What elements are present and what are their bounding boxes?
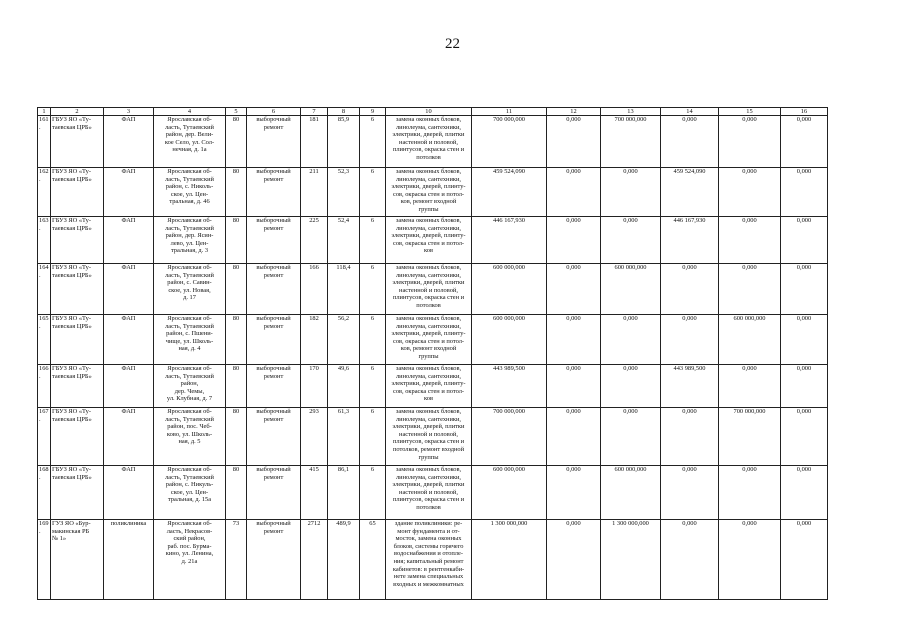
col-header: 14 — [661, 108, 719, 116]
col-8-value: 56,2 — [328, 315, 360, 365]
col-9-value: 6 — [360, 264, 386, 315]
organization: ГБУЗ ЯО «Ту- таевская ЦРБ» — [51, 116, 104, 168]
col-8-value: 489,9 — [328, 520, 360, 600]
work-description: замена оконных блоков, линолеума, сантехники, электрики, дверей, плитки настенной и половой, плинтусов, окраска стен и потолков — [386, 116, 472, 168]
organization: ГБУЗ ЯО «Ту- таевская ЦРБ» — [51, 168, 104, 217]
col-15-amount: 0,000 — [719, 217, 781, 264]
col-9-value: 6 — [360, 365, 386, 408]
col-header: 1 — [38, 108, 51, 116]
col-15-amount: 0,000 — [719, 168, 781, 217]
col-5-value: 80 — [226, 116, 247, 168]
col-7-value: 293 — [301, 408, 328, 466]
col-header: 8 — [328, 108, 360, 116]
col-9-value: 6 — [360, 168, 386, 217]
total-amount: 1 300 000,000 — [472, 520, 547, 600]
col-9-value: 6 — [360, 408, 386, 466]
col-9-value: 6 — [360, 217, 386, 264]
col-15-amount: 0,000 — [719, 116, 781, 168]
work-type: выборочный ремонт — [247, 408, 301, 466]
col-12-amount: 0,000 — [547, 168, 601, 217]
organization: ГБУЗ ЯО «Ту- таевская ЦРБ» — [51, 315, 104, 365]
col-12-amount: 0,000 — [547, 116, 601, 168]
col-15-amount: 0,000 — [719, 365, 781, 408]
row-number: 162. — [38, 168, 51, 217]
facility-type: ФАП — [104, 466, 154, 520]
col-16-amount: 0,000 — [781, 168, 828, 217]
work-type: выборочный ремонт — [247, 116, 301, 168]
work-type: выборочный ремонт — [247, 315, 301, 365]
col-9-value: 65 — [360, 520, 386, 600]
col-5-value: 80 — [226, 315, 247, 365]
col-header: 4 — [154, 108, 226, 116]
col-7-value: 181 — [301, 116, 328, 168]
table-row — [38, 365, 828, 408]
col-16-amount: 0,000 — [781, 408, 828, 466]
row-number: 164. — [38, 264, 51, 315]
col-14-amount: 0,000 — [661, 408, 719, 466]
work-type: выборочный ремонт — [247, 365, 301, 408]
col-9-value: 6 — [360, 116, 386, 168]
table-row — [38, 315, 828, 365]
col-15-amount: 0,000 — [719, 520, 781, 600]
total-amount: 700 000,000 — [472, 116, 547, 168]
col-8-value: 86,1 — [328, 466, 360, 520]
address: Ярославская об- ласть, Тутаевский район, пос. Чеб- ково, ул. Школь- ная, д. 5 — [154, 408, 226, 466]
row-number: 169. — [38, 520, 51, 600]
col-16-amount: 0,000 — [781, 315, 828, 365]
facility-type: ФАП — [104, 365, 154, 408]
row-number: 166. — [38, 365, 51, 408]
facility-type: ФАП — [104, 315, 154, 365]
col-13-amount: 0,000 — [601, 365, 661, 408]
row-number: 167. — [38, 408, 51, 466]
col-header: 3 — [104, 108, 154, 116]
page-number: 22 — [445, 36, 460, 52]
col-5-value: 80 — [226, 466, 247, 520]
col-13-amount: 0,000 — [601, 315, 661, 365]
col-14-amount: 0,000 — [661, 466, 719, 520]
col-12-amount: 0,000 — [547, 520, 601, 600]
table-row — [38, 408, 828, 466]
facility-type: ФАП — [104, 116, 154, 168]
col-5-value: 80 — [226, 217, 247, 264]
col-16-amount: 0,000 — [781, 365, 828, 408]
col-header: 2 — [51, 108, 104, 116]
work-type: выборочный ремонт — [247, 217, 301, 264]
col-header: 10 — [386, 108, 472, 116]
address: Ярославская об- ласть, Тутаевский район, дер. Чемы, ул. Клубная, д. 7 — [154, 365, 226, 408]
col-15-amount: 600 000,000 — [719, 315, 781, 365]
col-14-amount: 0,000 — [661, 116, 719, 168]
col-header: 5 — [226, 108, 247, 116]
address: Ярославская об- ласть, Тутаевский район, дер. Ясин- лево, ул. Цен- тральная, д. 3 — [154, 217, 226, 264]
total-amount: 700 000,000 — [472, 408, 547, 466]
col-header: 13 — [601, 108, 661, 116]
total-amount: 459 524,090 — [472, 168, 547, 217]
work-description: здание поликлиники: ре- монт фундамента и от- мосток, замена оконных блоков, системы горячего водоснабжения и отопле- ния; капитальный ремонт кабинетов: в рентгенкаби- нете замена специальных входных и межкомнатных — [386, 520, 472, 600]
col-8-value: 52,3 — [328, 168, 360, 217]
col-16-amount: 0,000 — [781, 520, 828, 600]
col-13-amount: 600 000,000 — [601, 466, 661, 520]
col-13-amount: 0,000 — [601, 217, 661, 264]
row-number: 165. — [38, 315, 51, 365]
col-13-amount: 0,000 — [601, 168, 661, 217]
col-13-amount: 1 300 000,000 — [601, 520, 661, 600]
col-12-amount: 0,000 — [547, 264, 601, 315]
col-15-amount: 700 000,000 — [719, 408, 781, 466]
col-header: 7 — [301, 108, 328, 116]
facility-type: поликлиника — [104, 520, 154, 600]
col-header: 12 — [547, 108, 601, 116]
address: Ярославская об- ласть, Тутаевский район, с. Савин- ское, ул. Новая, д. 17 — [154, 264, 226, 315]
col-12-amount: 0,000 — [547, 217, 601, 264]
col-7-value: 2712 — [301, 520, 328, 600]
col-14-amount: 0,000 — [661, 315, 719, 365]
col-8-value: 52,4 — [328, 217, 360, 264]
facility-type: ФАП — [104, 408, 154, 466]
facility-type: ФАП — [104, 264, 154, 315]
col-7-value: 415 — [301, 466, 328, 520]
col-13-amount: 0,000 — [601, 408, 661, 466]
address: Ярославская об- ласть, Тутаевский район, с. Пшени- чище, ул. Школь- ная, д. 4 — [154, 315, 226, 365]
table-row — [38, 520, 828, 600]
col-13-amount: 600 000,000 — [601, 264, 661, 315]
col-7-value: 182 — [301, 315, 328, 365]
table-row — [38, 168, 828, 217]
address: Ярославская об- ласть, Некрасов- ский район, раб. пос. Бурма- кино, ул. Ленина, д. 21а — [154, 520, 226, 600]
total-amount: 600 000,000 — [472, 466, 547, 520]
col-14-amount: 459 524,090 — [661, 168, 719, 217]
organization: ГУЗ ЯО «Бур- макинская РБ № 1» — [51, 520, 104, 600]
col-8-value: 85,9 — [328, 116, 360, 168]
col-5-value: 73 — [226, 520, 247, 600]
col-13-amount: 700 000,000 — [601, 116, 661, 168]
col-12-amount: 0,000 — [547, 315, 601, 365]
col-8-value: 118,4 — [328, 264, 360, 315]
col-16-amount: 0,000 — [781, 116, 828, 168]
col-14-amount: 446 167,930 — [661, 217, 719, 264]
total-amount: 446 167,930 — [472, 217, 547, 264]
work-type: выборочный ремонт — [247, 264, 301, 315]
work-description: замена оконных блоков, линолеума, сантехники, электрики, дверей, плитки настенной и половой, плинтусов, окраска стен и потолков — [386, 466, 472, 520]
work-description: замена оконных блоков, линолеума, сантехники, электрики, дверей, плитки настенной и половой, плинтусов, окраска стен и потолков, ремонт входной группы — [386, 408, 472, 466]
col-7-value: 170 — [301, 365, 328, 408]
col-14-amount: 443 989,500 — [661, 365, 719, 408]
organization: ГБУЗ ЯО «Ту- таевская ЦРБ» — [51, 466, 104, 520]
col-header: 6 — [247, 108, 301, 116]
row-number: 161. — [38, 116, 51, 168]
col-12-amount: 0,000 — [547, 365, 601, 408]
organization: ГБУЗ ЯО «Ту- таевская ЦРБ» — [51, 217, 104, 264]
work-description: замена оконных блоков, линолеума, сантехники, электрики, дверей, плинту- сов, окраска стен и потол- ков, ремонт входной группы — [386, 315, 472, 365]
table-row — [38, 466, 828, 520]
col-8-value: 49,6 — [328, 365, 360, 408]
organization: ГБУЗ ЯО «Ту- таевская ЦРБ» — [51, 408, 104, 466]
col-7-value: 166 — [301, 264, 328, 315]
col-8-value: 61,3 — [328, 408, 360, 466]
col-header: 15 — [719, 108, 781, 116]
repair-table — [37, 107, 828, 600]
total-amount: 600 000,000 — [472, 264, 547, 315]
col-12-amount: 0,000 — [547, 408, 601, 466]
col-16-amount: 0,000 — [781, 264, 828, 315]
work-description: замена оконных блоков, линолеума, сантехники, электрики, дверей, плинту- сов, окраска стен и потол- ков — [386, 365, 472, 408]
row-number: 168. — [38, 466, 51, 520]
work-description: замена оконных блоков, линолеума, сантехники, электрики, дверей, плинту- сов, окраска стен и потол- ков, ремонт входной группы — [386, 168, 472, 217]
col-header: 16 — [781, 108, 828, 116]
col-14-amount: 0,000 — [661, 520, 719, 600]
address: Ярославская об- ласть, Тутаевский район, с. Никуль- ское, ул. Цен- тральная, д. 15а — [154, 466, 226, 520]
col-7-value: 211 — [301, 168, 328, 217]
table-row — [38, 217, 828, 264]
col-5-value: 80 — [226, 168, 247, 217]
column-number-row — [38, 108, 828, 116]
organization: ГБУЗ ЯО «Ту- таевская ЦРБ» — [51, 365, 104, 408]
work-description: замена оконных блоков, линолеума, сантехники, электрики, дверей, плинту- сов, окраска стен и потол- ков — [386, 217, 472, 264]
facility-type: ФАП — [104, 168, 154, 217]
col-9-value: 6 — [360, 466, 386, 520]
work-type: выборочный ремонт — [247, 520, 301, 600]
address: Ярославская об- ласть, Тутаевский район, дер. Вели- кое Село, ул. Сол- нечная, д. 1а — [154, 116, 226, 168]
facility-type: ФАП — [104, 217, 154, 264]
table-row — [38, 116, 828, 168]
col-7-value: 225 — [301, 217, 328, 264]
table-row — [38, 264, 828, 315]
col-header: 9 — [360, 108, 386, 116]
col-16-amount: 0,000 — [781, 217, 828, 264]
address: Ярославская об- ласть, Тутаевский район, с. Николь- ское, ул. Цен- тральная, д. 46 — [154, 168, 226, 217]
work-type: выборочный ремонт — [247, 466, 301, 520]
col-9-value: 6 — [360, 315, 386, 365]
organization: ГБУЗ ЯО «Ту- таевская ЦРБ» — [51, 264, 104, 315]
work-description: замена оконных блоков, линолеума, сантехники, электрики, дверей, плитки настенной и половой, плинтусов, окраска стен и потолков — [386, 264, 472, 315]
col-5-value: 80 — [226, 264, 247, 315]
total-amount: 600 000,000 — [472, 315, 547, 365]
total-amount: 443 989,500 — [472, 365, 547, 408]
col-5-value: 80 — [226, 365, 247, 408]
col-5-value: 80 — [226, 408, 247, 466]
col-15-amount: 0,000 — [719, 466, 781, 520]
row-number: 163. — [38, 217, 51, 264]
col-14-amount: 0,000 — [661, 264, 719, 315]
work-type: выборочный ремонт — [247, 168, 301, 217]
col-16-amount: 0,000 — [781, 466, 828, 520]
col-15-amount: 0,000 — [719, 264, 781, 315]
col-12-amount: 0,000 — [547, 466, 601, 520]
col-header: 11 — [472, 108, 547, 116]
